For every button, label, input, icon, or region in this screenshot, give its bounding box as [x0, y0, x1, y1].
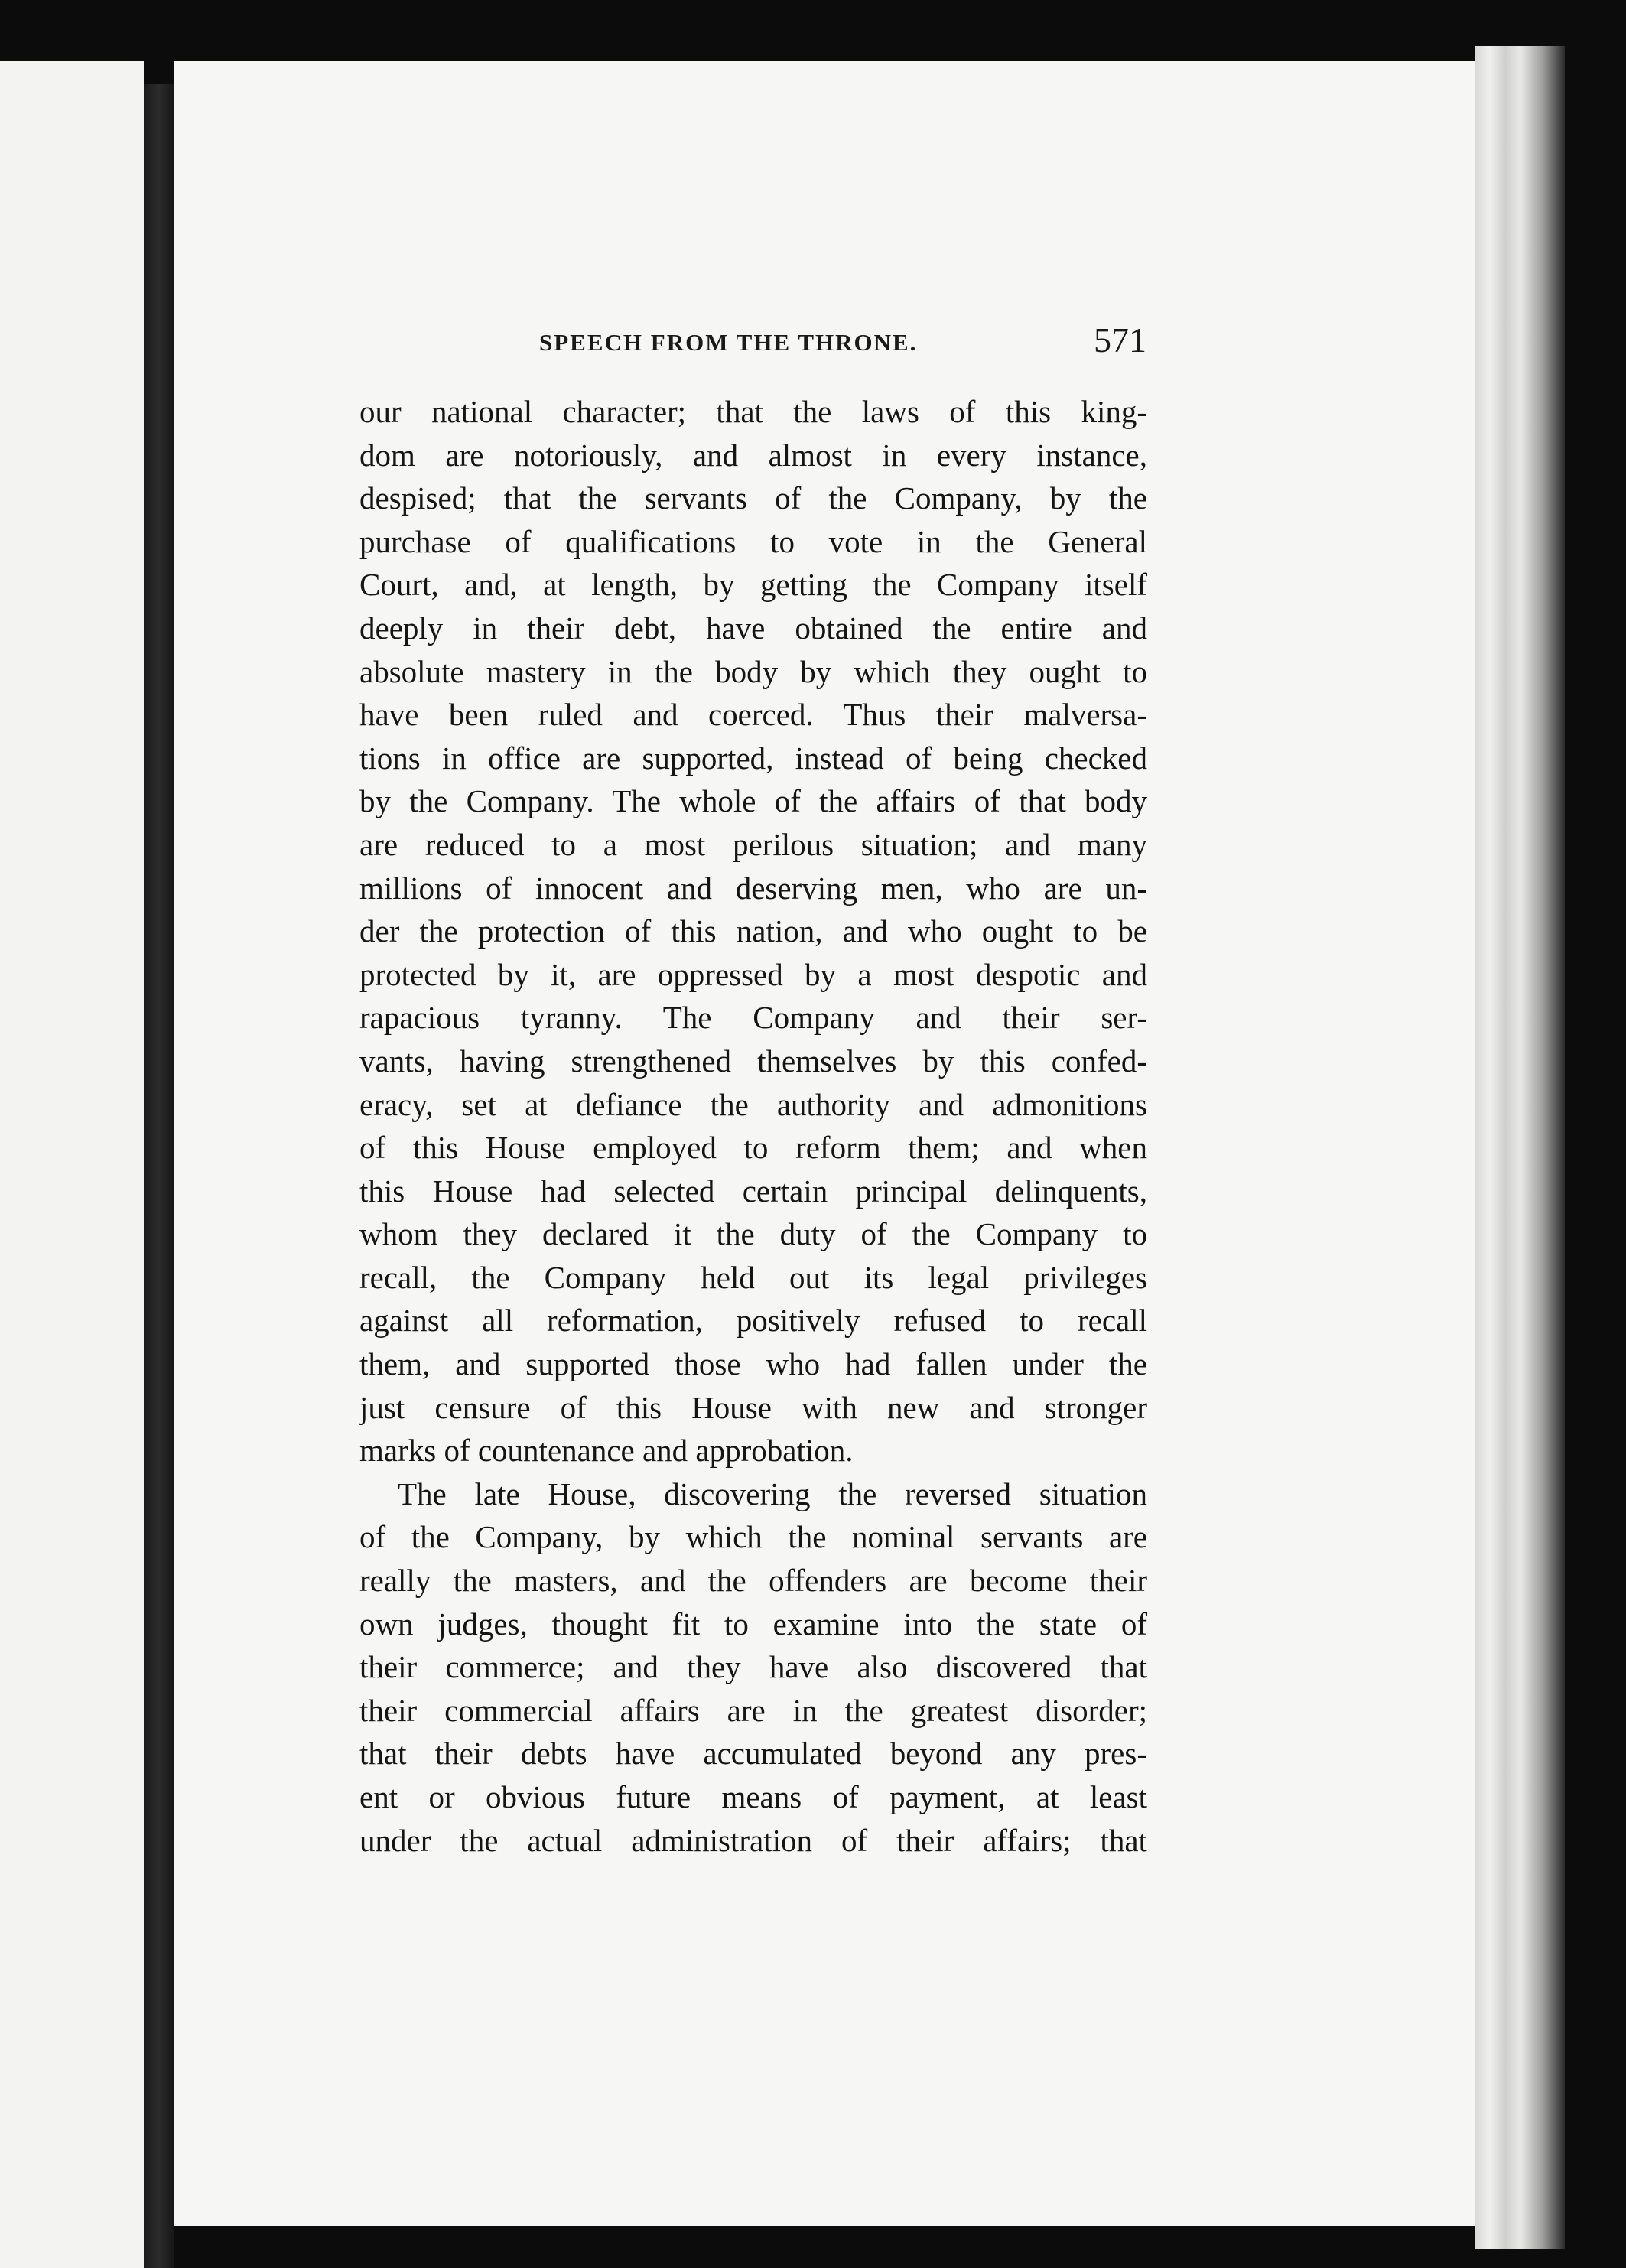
text-line: their commercial affairs are in the greatest disorder;: [359, 1692, 1147, 1728]
paragraph: [359, 1472, 1147, 1862]
text-line: own judges, thought fit to examine into the state of: [359, 1606, 1147, 1642]
text-line: their commerce; and they have also discovered that: [359, 1649, 1147, 1685]
text-line: just censure of this House with new and stronger: [359, 1389, 1147, 1425]
text-line: dom are notoriously, and almost in every instance,: [359, 437, 1147, 473]
text-line: rapacious tyranny. The Company and their ser-: [359, 1000, 1147, 1036]
text-line: whom they declared it the duty of the Company to: [359, 1216, 1147, 1252]
page-edge: [1475, 46, 1565, 2249]
text-line: of the Company, by which the nominal servants are: [359, 1519, 1147, 1555]
text-line: are reduced to a most perilous situation; and many: [359, 826, 1147, 862]
text-line: our national character; that the laws of this king-: [359, 394, 1147, 429]
text-line: absolute mastery in the body by which they ought to: [359, 653, 1147, 689]
text-line: under the actual administration of their affairs; that: [359, 1822, 1147, 1858]
text-line: purchase of qualifications to vote in the General: [359, 523, 1147, 559]
text-line: eracy, set at defiance the authority and admonitions: [359, 1086, 1147, 1122]
text-line: of this House employed to reform them; and when: [359, 1130, 1147, 1166]
book-spine: [144, 84, 174, 2268]
text-line: have been ruled and coerced. Thus their malversa-: [359, 697, 1147, 733]
running-title: SPEECH FROM THE THRONE.: [539, 329, 918, 356]
facing-page-edge: [0, 61, 144, 2268]
text-line: der the protection of this nation, and who ought to be: [359, 913, 1147, 949]
text-line: by the Company. The whole of the affairs of that body: [359, 783, 1147, 819]
text-line: The late House, discovering the reversed situation: [398, 1476, 1147, 1511]
text-line: deeply in their debt, have obtained the entire and: [359, 610, 1147, 646]
text-line: protected by it, are oppressed by a most despotic and: [359, 956, 1147, 992]
text-line: Court, and, at length, by getting the Company itself: [359, 567, 1147, 603]
page-number: 571: [1094, 321, 1146, 360]
text-line: marks of countenance and approbation.: [359, 1433, 854, 1469]
body-text: [359, 390, 1147, 1862]
paragraph: [359, 390, 1147, 1472]
text-line: despised; that the servants of the Company, by the: [359, 480, 1147, 516]
text-line: against all reformation, positively refused to recall: [359, 1303, 1147, 1339]
text-line: millions of innocent and deserving men, who are un-: [359, 870, 1147, 906]
text-line: really the masters, and the offenders are become their: [359, 1563, 1147, 1599]
text-line: that their debts have accumulated beyond any pres-: [359, 1736, 1147, 1772]
text-line: tions in office are supported, instead of being checked: [359, 740, 1147, 776]
text-line: vants, having strengthened themselves by this confed-: [359, 1043, 1147, 1079]
text-line: recall, the Company held out its legal privileges: [359, 1259, 1147, 1295]
text-line: them, and supported those who had fallen under the: [359, 1346, 1147, 1382]
text-line: ent or obvious future means of payment, at least: [359, 1779, 1147, 1814]
text-line: this House had selected certain principal delinquents,: [359, 1173, 1147, 1209]
